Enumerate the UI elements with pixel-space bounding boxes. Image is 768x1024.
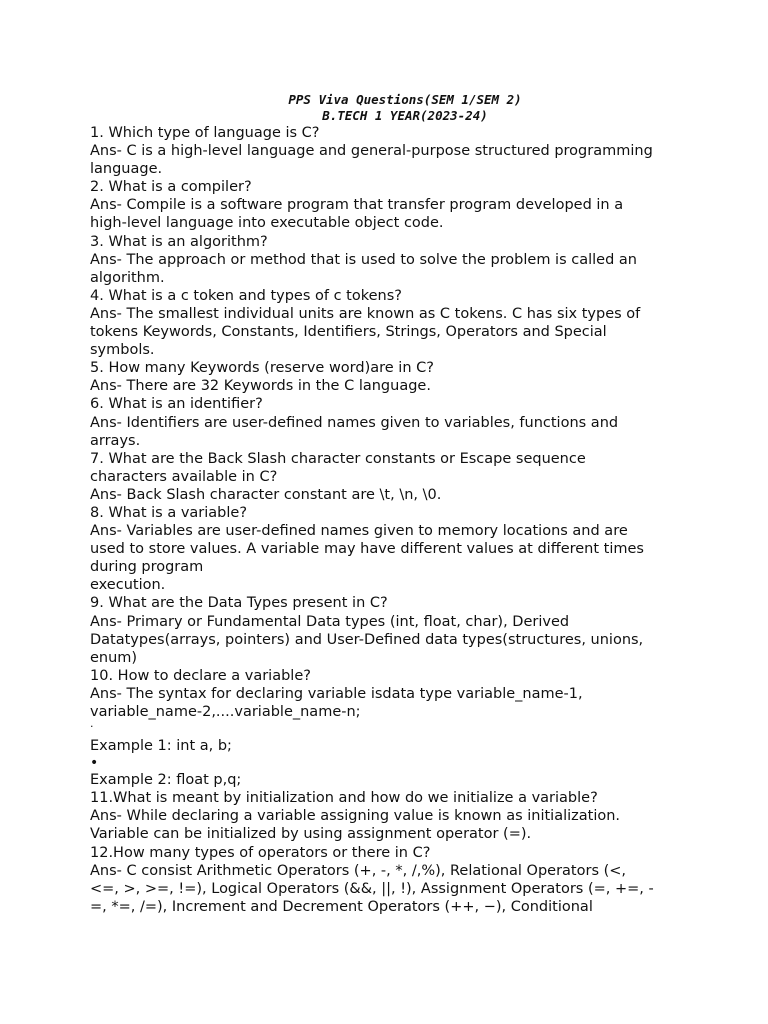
answer-line: symbols. [90, 342, 155, 359]
document-title: PPS Viva Questions(SEM 1/SEM 2) [288, 92, 522, 107]
question-line: 8. What is a variable? [90, 504, 248, 521]
answer-line: Ans- C consist Arithmetic Operators (+, -, *, /,%), Relational Operators (<, [90, 862, 627, 879]
bullet-dot: · [90, 720, 94, 734]
answer-line: used to store values. A variable may have different values at different times [90, 541, 644, 558]
example-line: Example 1: int a, b; [90, 738, 232, 755]
answer-line: language. [90, 161, 163, 178]
example-line: Example 2: float p,q; [90, 772, 242, 789]
answer-line: tokens Keywords, Constants, Identifiers, Strings, Operators and Special [90, 324, 607, 341]
question-line: 9. What are the Data Types present in C? [90, 595, 388, 612]
answer-line: Ans- C is a high-level language and general-purpose structured programming [90, 143, 653, 160]
question-line: 11.What is meant by initialization and how do we initialize a variable? [90, 790, 598, 807]
answer-line: =, *=, /=), Increment and Decrement Operators (++, −), Conditional [90, 898, 593, 915]
question-line: 10. How to declare a variable? [90, 667, 311, 684]
question-line: 12.How many types of operators or there in C? [90, 844, 431, 861]
answer-line: Ans- Identifiers are user-defined names given to variables, functions and [90, 414, 619, 431]
answer-line: Ans- The approach or method that is used to solve the problem is called an [90, 251, 637, 268]
document-page [90, 92, 690, 916]
question-line: 3. What is an algorithm? [90, 233, 268, 250]
answer-line: <=, >, >=, !=), Logical Operators (&&, ||, !), Assignment Operators (=, +=, - [90, 880, 654, 897]
answer-line: Datatypes(arrays, pointers) and User-Defined data types(structures, unions, [90, 631, 644, 648]
answer-line: algorithm. [90, 269, 165, 286]
answer-line: Ans- Back Slash character constant are \t, \n, \0. [90, 486, 442, 503]
answer-line: Ans- The smallest individual units are known as C tokens. C has six types of [90, 305, 641, 322]
question-line: 5. How many Keywords (reserve word)are in C? [90, 360, 434, 377]
question-line: 2. What is a compiler? [90, 179, 252, 196]
bullet-dot: • [90, 755, 99, 772]
answer-line: high-level language into executable object code. [90, 215, 444, 232]
question-line: 6. What is an identifier? [90, 396, 263, 413]
answer-line: Ans- Primary or Fundamental Data types (int, float, char), Derived [90, 613, 570, 630]
question-line: 4. What is a c token and types of c tokens? [90, 287, 402, 304]
answer-line: Ans- There are 32 Keywords in the C language. [90, 378, 431, 395]
answer-line: execution. [90, 577, 166, 594]
answer-line: arrays. [90, 432, 141, 449]
answer-line: Ans- While declaring a variable assigning value is known as initialization. [90, 808, 621, 825]
question-line: characters available in C? [90, 468, 278, 485]
answer-line: Ans- Compile is a software program that transfer program developed in a [90, 197, 624, 214]
question-line: 1. Which type of language is C? [90, 125, 320, 141]
question-line: 7. What are the Back Slash character constants or Escape sequence [90, 450, 586, 467]
answer-line: Ans- Variables are user-defined names given to memory locations and are [90, 523, 628, 540]
answer-line: Variable can be initialized by using assignment operator (=). [90, 826, 532, 843]
answer-line: enum) [90, 649, 138, 666]
answer-line: during program [90, 559, 204, 576]
answer-line: variable_name-2,....variable_name-n; [90, 704, 361, 720]
document-subtitle: B.TECH 1 YEAR(2023-24) [322, 108, 488, 123]
answer-line: Ans- The syntax for declaring variable isdata type variable_name-1, [90, 685, 583, 702]
